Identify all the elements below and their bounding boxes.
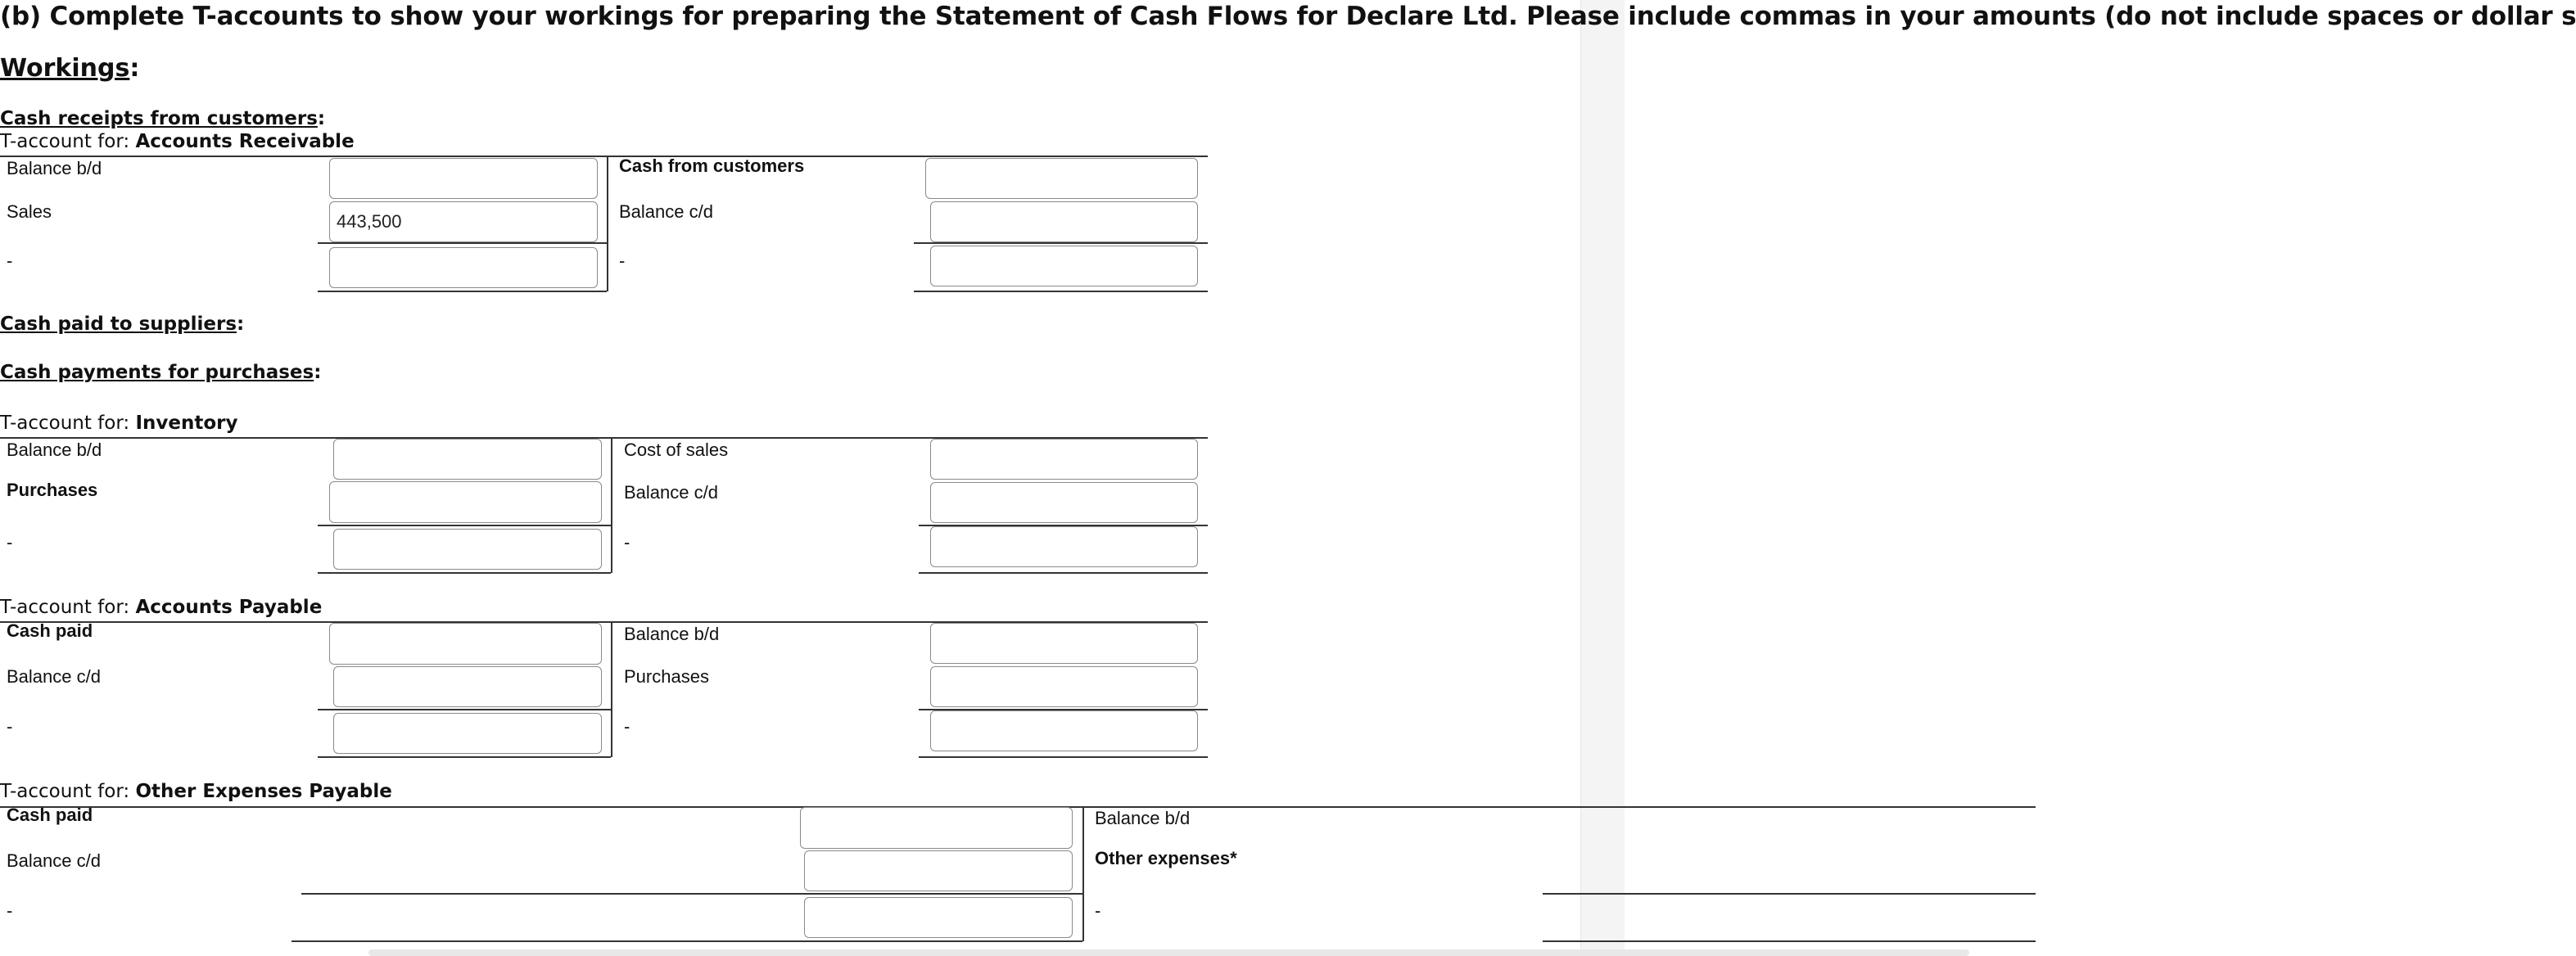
inv-right-label-2: Balance c/d <box>624 482 718 503</box>
ar-left-total-input[interactable] <box>329 247 598 288</box>
taccount-title-oep: T-account for: Other Expenses Payable <box>0 781 392 802</box>
side-gutter <box>1580 0 1625 956</box>
ar-right-total-rule <box>914 291 1208 292</box>
horizontal-scrollbar[interactable] <box>368 949 1969 956</box>
inv-right-total-rule <box>919 572 1208 574</box>
oep-right-dash: - <box>1095 900 1101 921</box>
ap-center-rule <box>611 621 612 757</box>
ap-left-label-1: Cash paid <box>7 620 93 641</box>
oep-cash-paid-input[interactable] <box>800 807 1073 849</box>
inv-left-label-2: Purchases <box>7 480 98 500</box>
ap-purchases-input[interactable] <box>930 666 1198 707</box>
ap-left-total-input[interactable] <box>333 713 602 754</box>
ap-right-total-rule <box>919 756 1208 758</box>
section-cash-payments-purchases: Cash payments for purchases: <box>0 362 322 383</box>
ap-left-subtotal-rule <box>318 709 611 710</box>
ar-balance-cd-input[interactable] <box>930 201 1198 242</box>
ap-cash-paid-input[interactable] <box>329 623 602 665</box>
ar-right-label-2: Balance c/d <box>619 201 713 222</box>
ar-sales-input[interactable] <box>329 201 598 242</box>
taccount-title-ap: T-account for: Accounts Payable <box>0 597 323 618</box>
oep-right-label-2: Other expenses* <box>1095 848 1237 868</box>
ar-left-subtotal-rule <box>318 242 607 244</box>
oep-left-label-2: Balance c/d <box>7 850 101 871</box>
ap-right-label-1: Balance b/d <box>624 624 720 644</box>
ap-left-dash: - <box>7 716 13 737</box>
inv-balance-cd-input[interactable] <box>930 482 1198 523</box>
inv-right-total-input[interactable] <box>930 526 1198 567</box>
ap-left-label-2: Balance c/d <box>7 666 101 687</box>
ar-cash-from-customers-input[interactable] <box>925 158 1198 199</box>
workings-heading: Workings: <box>0 54 140 83</box>
ar-left-dash: - <box>7 250 13 271</box>
ar-left-total-rule <box>318 291 607 292</box>
ap-right-total-input[interactable] <box>930 710 1198 751</box>
ar-balance-bd-input[interactable] <box>329 158 598 199</box>
ap-right-dash: - <box>624 716 630 737</box>
ar-left-label-1: Balance b/d <box>7 158 102 178</box>
inv-left-total-input[interactable] <box>333 529 602 570</box>
oep-left-subtotal-rule <box>301 893 1082 895</box>
inv-center-rule <box>611 437 612 573</box>
oep-right-label-1: Balance b/d <box>1095 808 1191 828</box>
oep-left-dash: - <box>7 900 13 921</box>
inv-balance-bd-input[interactable] <box>333 439 602 480</box>
inv-left-dash: - <box>7 532 13 552</box>
inv-cost-of-sales-input[interactable] <box>930 439 1198 480</box>
ar-left-label-2: Sales <box>7 201 52 222</box>
ar-right-subtotal-rule <box>914 242 1208 244</box>
ar-right-total-input[interactable] <box>930 246 1198 286</box>
inv-left-label-1: Balance b/d <box>7 440 102 460</box>
inv-left-subtotal-rule <box>318 525 611 526</box>
oep-balance-cd-input[interactable] <box>804 850 1073 891</box>
oep-left-total-rule <box>291 940 1082 942</box>
inv-purchases-input[interactable] <box>329 481 602 523</box>
oep-right-subtotal-rule <box>1543 893 2036 895</box>
ar-top-rule <box>0 156 1208 157</box>
taccount-title-inventory: T-account for: Inventory <box>0 413 238 434</box>
ar-right-dash: - <box>619 250 626 271</box>
question-text: (b) Complete T-accounts to show your workings for preparing the Statement of Cash Flows for Declare Ltd. Please include commas in your amounts (do not include spaces or dollar s <box>0 2 2576 31</box>
ar-right-label-1: Cash from customers <box>619 156 805 176</box>
section-cash-paid-suppliers: Cash paid to suppliers: <box>0 313 245 335</box>
inv-right-dash: - <box>624 532 630 552</box>
ap-left-total-rule <box>318 756 611 758</box>
ar-center-rule <box>607 156 608 291</box>
section-cash-receipts: Cash receipts from customers: <box>0 108 326 129</box>
ap-balance-cd-input[interactable] <box>333 666 602 707</box>
oep-left-label-1: Cash paid <box>7 805 93 825</box>
oep-right-total-rule <box>1543 940 2036 942</box>
taccount-title-ar: T-account for: Accounts Receivable <box>0 131 355 152</box>
ap-right-label-2: Purchases <box>624 666 709 687</box>
oep-center-rule <box>1082 806 1084 941</box>
oep-left-total-input[interactable] <box>804 897 1073 938</box>
ap-balance-bd-input[interactable] <box>930 623 1198 664</box>
inv-left-total-rule <box>318 572 611 574</box>
inv-right-label-1: Cost of sales <box>624 440 729 460</box>
